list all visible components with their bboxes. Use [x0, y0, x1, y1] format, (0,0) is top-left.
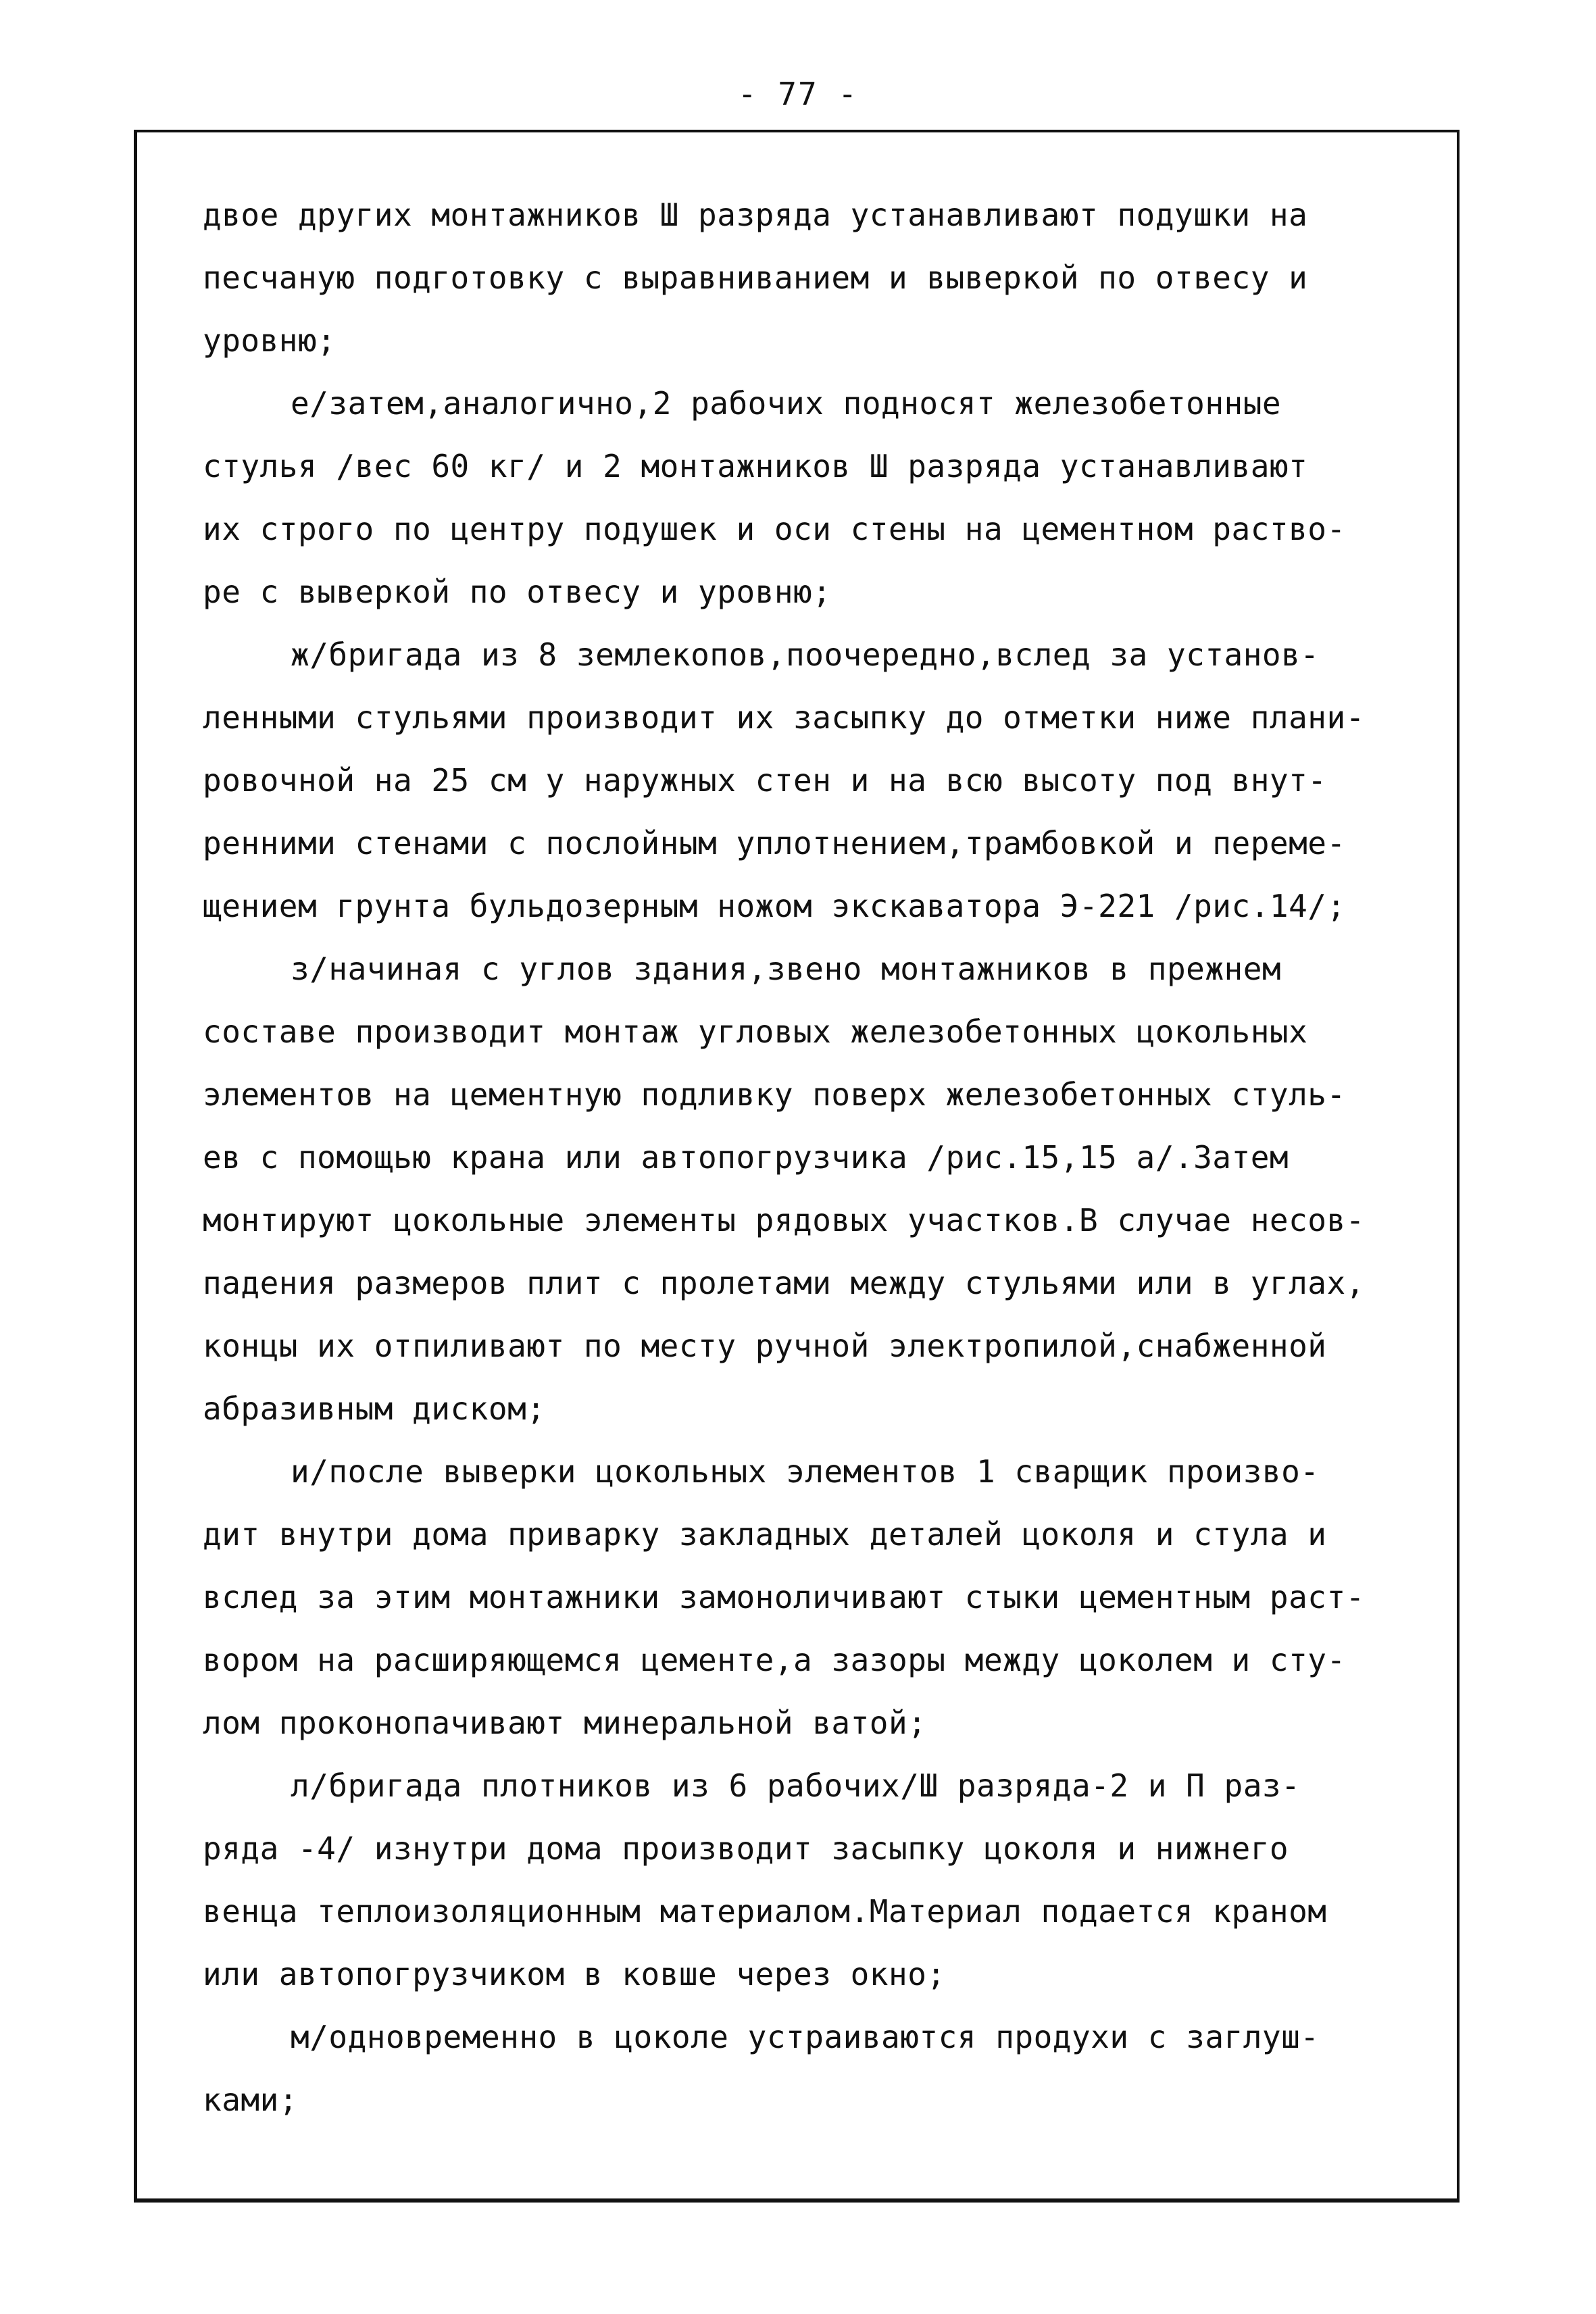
text-line: составе производит монтаж угловых железобетонных цокольных: [203, 1013, 1308, 1050]
text-line: ровочной на 25 см у наружных стен и на всю высоту под внут-: [203, 762, 1327, 799]
body-text: [203, 184, 1446, 2132]
text-line: их строго по центру подушек и оси стены на цементном раство-: [203, 511, 1346, 547]
text-line: ж/бригада из 8 землекопов,поочередно,вслед за установ-: [291, 636, 1320, 673]
text-line: л/бригада плотников из 6 рабочих/Ш разряда-2 и П раз-: [291, 1767, 1301, 1804]
text-line: или автопогрузчиком в ковше через окно;: [203, 1956, 946, 1992]
text-line: ками;: [203, 2082, 298, 2118]
text-line: з/начиная с углов здания,звено монтажников в прежнем: [291, 951, 1282, 987]
text-line: абразивным диском;: [203, 1390, 546, 1427]
text-line: ев с помощью крана или автопогрузчика /рис.15,15 а/.Затем: [203, 1139, 1289, 1176]
text-line: уровню;: [203, 322, 336, 359]
text-line: падения размеров плит с пролетами между стульями или в углах,: [203, 1265, 1365, 1301]
text-line: концы их отпиливают по месту ручной электропилой,снабженной: [203, 1328, 1327, 1364]
text-line: щением грунта бульдозерным ножом экскаватора Э-221 /рис.14/;: [203, 888, 1346, 924]
text-line: венца теплоизоляционным материалом.Материал подается краном: [203, 1893, 1327, 1930]
text-line: элементов на цементную подливку поверх железобетонных стуль-: [203, 1076, 1346, 1113]
text-line: ре с выверкой по отвесу и уровню;: [203, 574, 832, 610]
text-line: дит внутри дома приварку закладных деталей цоколя и стула и: [203, 1516, 1327, 1553]
text-line: лом проконопачивают минеральной ватой;: [203, 1705, 927, 1741]
text-line: е/затем,аналогично,2 рабочих подносят железобетонные: [291, 385, 1282, 422]
text-line: стулья /вес 60 кг/ и 2 монтажников Ш разряда устанавливают: [203, 448, 1308, 484]
text-line: песчаную подготовку с выравниванием и выверкой по отвесу и: [203, 259, 1308, 296]
text-line: вслед за этим монтажники замоноличивают стыки цементным раст-: [203, 1579, 1365, 1615]
text-line: м/одновременно в цоколе устраиваются продухи с заглуш-: [291, 2019, 1320, 2055]
text-line: вором на расширяющемся цементе,а зазоры между цоколем и сту-: [203, 1642, 1346, 1678]
page-number: - 77 -: [737, 76, 859, 112]
text-line: и/после выверки цокольных элементов 1 сварщик произво-: [291, 1453, 1320, 1490]
text-line: монтируют цокольные элементы рядовых участков.В случае несов-: [203, 1202, 1365, 1238]
text-line: ренними стенами с послойным уплотнением,трамбовкой и переме-: [203, 825, 1346, 861]
text-line: двое других монтажников Ш разряда устанавливают подушки на: [203, 197, 1308, 233]
text-line: ряда -4/ изнутри дома производит засыпку цоколя и нижнего: [203, 1830, 1289, 1867]
text-line: ленными стульями производит их засыпку до отметки ниже плани-: [203, 699, 1365, 736]
